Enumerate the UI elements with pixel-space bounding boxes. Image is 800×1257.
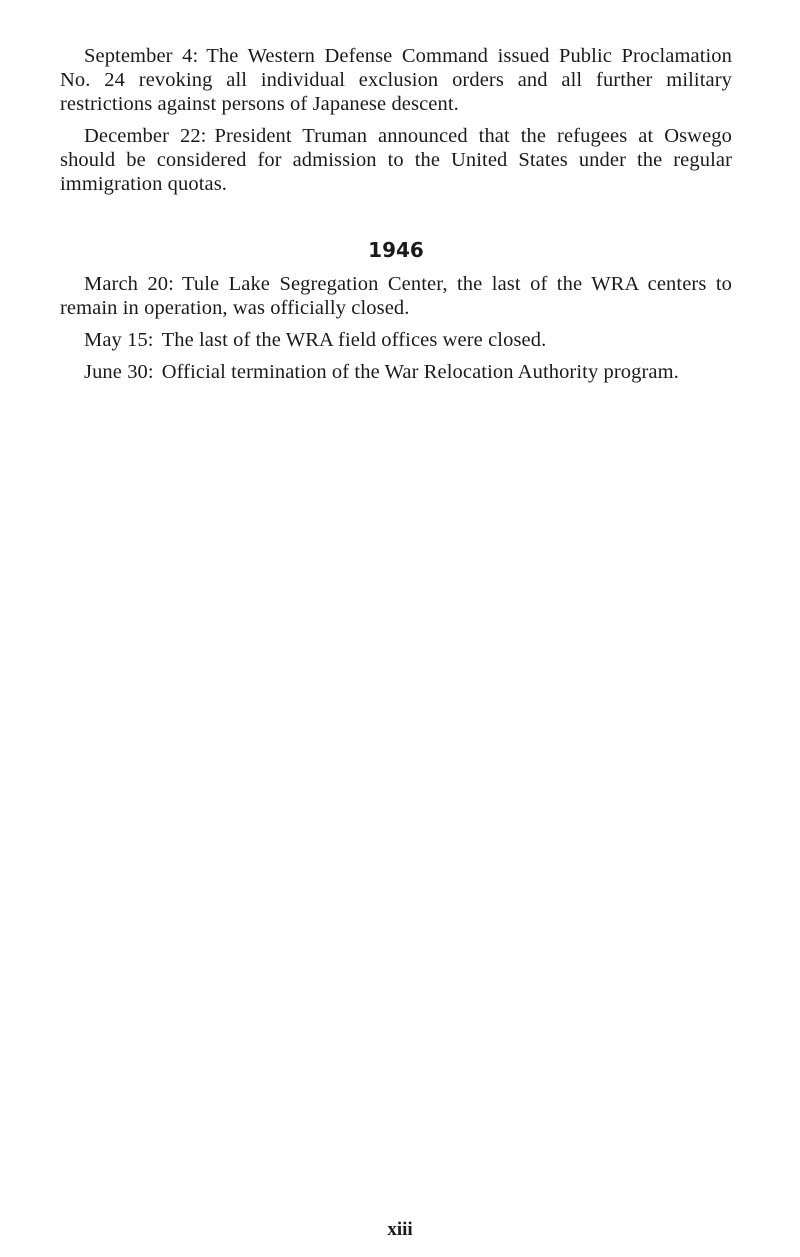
chronology-page: [60, 44, 732, 392]
page-number: xiii: [387, 1219, 413, 1240]
entry-text: Tule Lake Segregation Center, the last of the WRA centers to remain in operation, was officially closed.: [60, 273, 732, 319]
entry-date: September 4:: [84, 45, 199, 67]
chronology-entry-jun-30: [60, 360, 732, 384]
entry-date: June 30:: [84, 361, 154, 383]
entry-text: The Western Defense Command issued Public Proclamation No. 24 revoking all individual exclusion orders and all further military restrictions against persons of Japanese descent.: [60, 45, 733, 115]
entry-date: March 20:: [84, 273, 174, 295]
chronology-entry-may-15: [60, 328, 732, 352]
entry-date: May 15:: [84, 329, 154, 351]
year-heading: 1946: [368, 238, 424, 262]
chronology-entry-mar-20: [60, 272, 732, 320]
chronology-entry-sep-4: [60, 44, 732, 116]
entry-date: December 22:: [84, 125, 207, 147]
entry-text: President Truman announced that the refugees at Oswego should be considered for admission to the United States under the regular immigration quotas.: [60, 125, 732, 195]
entry-text: The last of the WRA field offices were closed.: [161, 329, 547, 351]
entry-text: Official termination of the War Relocation Authority program.: [161, 361, 679, 383]
chronology-entry-dec-22: [60, 124, 732, 196]
